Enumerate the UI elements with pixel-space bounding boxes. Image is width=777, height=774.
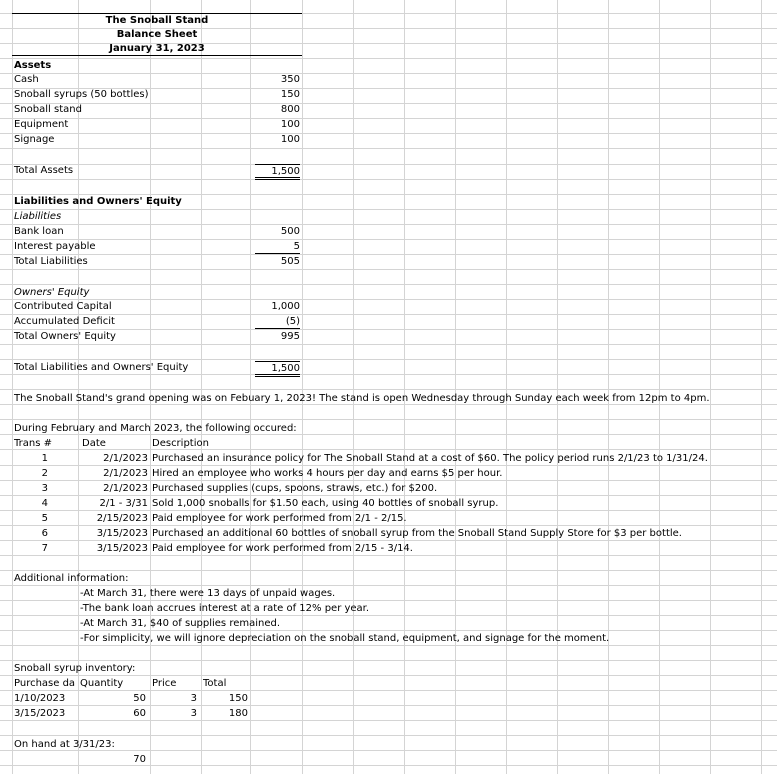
grid-row-line [0, 570, 777, 571]
trans-row-4-date[interactable]: 2/1 - 3/31 [99, 498, 148, 509]
grid-column-line [659, 0, 660, 774]
inv-row-2-price[interactable]: 3 [190, 708, 197, 719]
additional-item-4[interactable]: -For simplicity, we will ignore depreciation on the snoball stand, equipment, and signage for the moment. [80, 633, 610, 644]
trans-num-header[interactable]: Trans # [14, 438, 52, 449]
additional-item-3[interactable]: -At March 31, $40 of supplies remained. [80, 618, 281, 629]
asset-value-cash[interactable]: 350 [280, 74, 300, 85]
grid-row-line [0, 73, 777, 74]
inv-row-2-total[interactable]: 180 [228, 708, 248, 719]
liab-equity-heading[interactable]: Liabilities and Owners' Equity [14, 196, 182, 207]
grid-column-line [302, 0, 303, 774]
inv-total-header[interactable]: Total [203, 678, 227, 689]
equity-label-deficit[interactable]: Accumulated Deficit [14, 316, 115, 327]
trans-row-2-num[interactable]: 2 [41, 468, 48, 479]
grid-row-line [0, 419, 777, 420]
total-liab-value[interactable]: 505 [280, 256, 300, 267]
liab-label-interest[interactable]: Interest payable [14, 241, 96, 252]
grid-row-line [0, 103, 777, 104]
grid-row-line [0, 209, 777, 210]
grid-row-line [0, 224, 777, 225]
asset-label-signage[interactable]: Signage [14, 134, 55, 145]
grid-row-line [0, 660, 777, 661]
equity-label-capital[interactable]: Contributed Capital [14, 301, 112, 312]
inv-row-1-total[interactable]: 150 [228, 693, 248, 704]
total-liab-label[interactable]: Total Liabilities [14, 256, 88, 267]
trans-row-1-date[interactable]: 2/1/2023 [103, 453, 148, 464]
total-assets-label[interactable]: Total Assets [14, 165, 74, 176]
liabilities-subheading[interactable]: Liabilities [14, 211, 62, 222]
trans-row-2-date[interactable]: 2/1/2023 [103, 468, 148, 479]
trans-date-header[interactable]: Date [82, 438, 106, 449]
onhand-label[interactable]: On hand at 3/31/23: [14, 739, 115, 750]
onhand-value[interactable]: 70 [133, 754, 146, 765]
trans-row-7-num[interactable]: 7 [41, 543, 48, 554]
statement-date-cell[interactable]: January 31, 2023 [12, 42, 302, 56]
trans-row-7-date[interactable]: 3/15/2023 [96, 543, 148, 554]
trans-row-5-num[interactable]: 5 [41, 513, 48, 524]
grid-row-line [0, 449, 777, 450]
transactions-intro[interactable]: During February and March 2023, the following occured: [14, 423, 297, 434]
liab-label-bank-loan[interactable]: Bank loan [14, 226, 64, 237]
asset-value-syrups[interactable]: 150 [280, 89, 300, 100]
grid-row-line [0, 148, 777, 149]
additional-item-1[interactable]: -At March 31, there were 13 days of unpaid wages. [80, 588, 336, 599]
grid-column-line [761, 0, 762, 774]
grid-column-line [12, 0, 13, 774]
grid-row-line [0, 254, 777, 255]
equity-subheading[interactable]: Owners' Equity [14, 287, 90, 298]
liab-value-interest[interactable]: 5 [255, 240, 300, 254]
inv-row-2-date[interactable]: 3/15/2023 [14, 708, 66, 719]
trans-row-3-num[interactable]: 3 [41, 483, 48, 494]
total-assets-value[interactable]: 1,500 [255, 164, 300, 180]
trans-row-3-desc[interactable]: Purchased supplies (cups, spoons, straws, etc.) for $200. [152, 483, 438, 494]
trans-row-6-num[interactable]: 6 [41, 528, 48, 539]
grid-row-line [0, 284, 777, 285]
grid-column-line [557, 0, 558, 774]
grid-row-line [0, 118, 777, 119]
asset-label-equipment[interactable]: Equipment [14, 119, 69, 130]
asset-label-stand[interactable]: Snoball stand [14, 104, 82, 115]
asset-value-stand[interactable]: 800 [280, 104, 300, 115]
grid-row-line [0, 133, 777, 134]
grid-column-line [506, 0, 507, 774]
inv-price-header[interactable]: Price [152, 678, 177, 689]
grand-opening-text[interactable]: The Snoball Stand's grand opening was on Febuary 1, 2023! The stand is open Wednesday through Sunday each week from 12pm to 4pm. [14, 393, 710, 404]
company-name-cell[interactable]: The Snoball Stand [12, 13, 302, 28]
grid-column-line [201, 0, 202, 774]
trans-row-6-date[interactable]: 3/15/2023 [96, 528, 148, 539]
asset-label-cash[interactable]: Cash [14, 74, 39, 85]
grid-row-line [0, 179, 777, 180]
total-le-value[interactable]: 1,500 [255, 361, 300, 377]
additional-item-2[interactable]: -The bank loan accrues interest at a rate of 12% per year. [80, 603, 370, 614]
trans-row-1-num[interactable]: 1 [41, 453, 48, 464]
grid-row-line [0, 329, 777, 330]
inv-date-header[interactable]: Purchase da [14, 678, 76, 689]
equity-value-capital[interactable]: 1,000 [271, 301, 300, 312]
inv-row-1-qty[interactable]: 50 [133, 693, 146, 704]
trans-row-5-desc[interactable]: Paid employee for work performed from 2/1 - 2/15. [152, 513, 407, 524]
trans-row-6-desc[interactable]: Purchased an additional 60 bottles of snoball syrup from the Snoball Stand Supply Store for $3 per bottle. [152, 528, 682, 539]
trans-row-5-date[interactable]: 2/15/2023 [96, 513, 148, 524]
inventory-heading[interactable]: Snoball syrup inventory: [14, 663, 136, 674]
trans-row-1-desc[interactable]: Purchased an insurance policy for The Snoball Stand at a cost of $60. The policy period runs 2/1/23 to 1/31/24. [152, 453, 708, 464]
grid-column-line [150, 0, 151, 774]
grid-row-line [0, 299, 777, 300]
total-le-label[interactable]: Total Liabilities and Owners' Equity [14, 362, 189, 373]
grid-column-line [608, 0, 609, 774]
trans-row-3-date[interactable]: 2/1/2023 [103, 483, 148, 494]
grid-row-line [0, 164, 777, 165]
grid-row-line [0, 359, 777, 360]
grid-column-line [710, 0, 711, 774]
grid-row-line [0, 344, 777, 345]
asset-value-equipment[interactable]: 100 [280, 119, 300, 130]
inv-qty-header[interactable]: Quantity [80, 678, 124, 689]
grid-row-line [0, 239, 777, 240]
asset-value-signage[interactable]: 100 [280, 134, 300, 145]
total-equity-label[interactable]: Total Owners' Equity [14, 331, 116, 342]
grid-row-line [0, 735, 777, 736]
trans-row-4-num[interactable]: 4 [41, 498, 48, 509]
equity-value-deficit[interactable]: (5) [255, 315, 300, 329]
trans-row-7-desc[interactable]: Paid employee for work performed from 2/15 - 3/14. [152, 543, 413, 554]
grid-column-line [455, 0, 456, 774]
grid-column-line [353, 0, 354, 774]
grid-row-line [0, 269, 777, 270]
inv-row-1-price[interactable]: 3 [190, 693, 197, 704]
grid-column-line [404, 0, 405, 774]
grid-row-line [0, 750, 777, 751]
trans-row-4-desc[interactable]: Sold 1,000 snoballs for $1.50 each, using 40 bottles of snoball syrup. [152, 498, 499, 509]
grid-row-line [0, 389, 777, 390]
statement-title-cell[interactable]: Balance Sheet [116, 29, 198, 40]
assets-heading[interactable]: Assets [14, 60, 52, 71]
grid-row-line [0, 58, 777, 59]
trans-desc-header[interactable]: Description [152, 438, 209, 449]
liab-value-bank-loan[interactable]: 500 [280, 226, 300, 237]
trans-row-2-desc[interactable]: Hired an employee who works 4 hours per day and earns $5 per hour. [152, 468, 503, 479]
inv-row-2-qty[interactable]: 60 [133, 708, 146, 719]
additional-info-heading[interactable]: Additional information: [14, 573, 129, 584]
grid-row-line [0, 314, 777, 315]
asset-label-syrups[interactable]: Snoball syrups (50 bottles) [14, 89, 149, 100]
total-equity-value[interactable]: 995 [280, 331, 300, 342]
inv-row-1-date[interactable]: 1/10/2023 [14, 693, 66, 704]
